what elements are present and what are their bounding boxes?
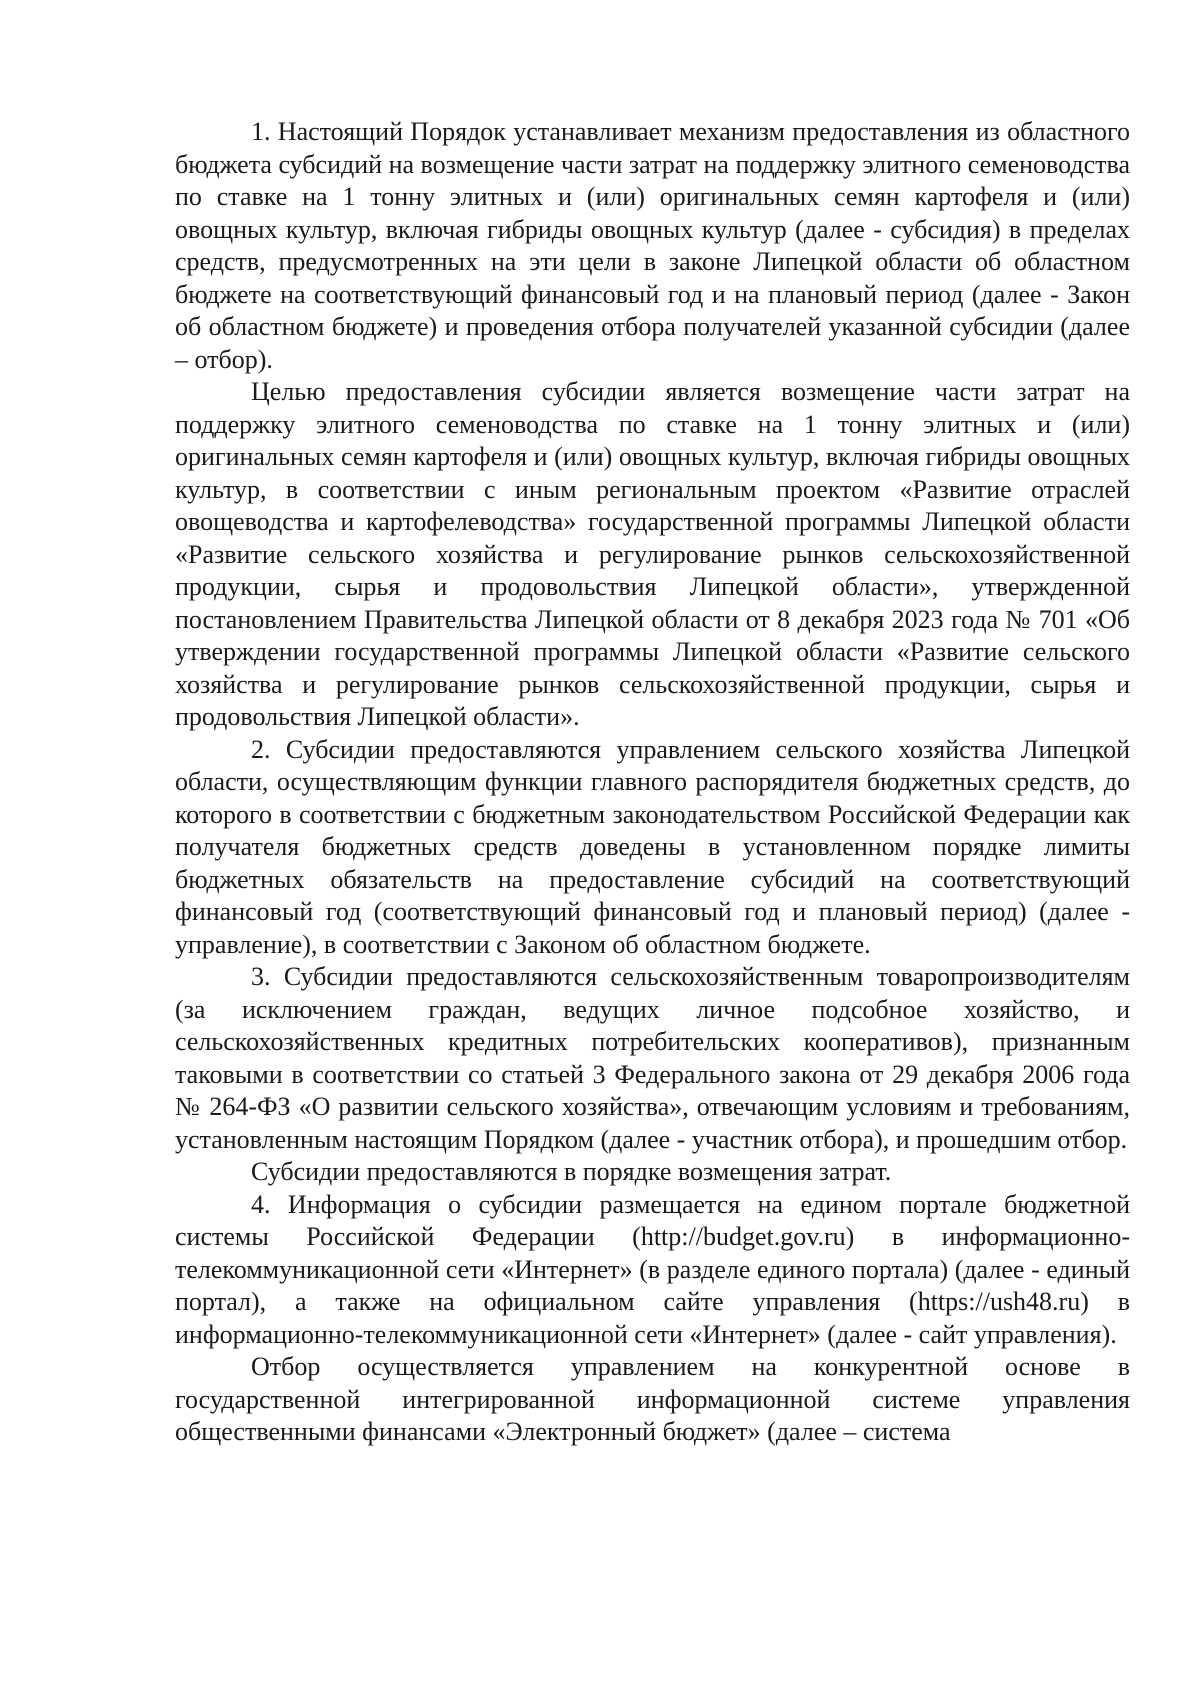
paragraph-3-recipients: 3. Субсидии предоставляются сельскохозяйственным товаропроизводителям (за исключением граждан, ведущих личное подсобное хозяйство, и сельскохозяйственных кредитных потребительских кооперативов), признанным таковыми в соответствии со статьей 3 Федерального закона от 29 декабря 2006 года № 264-ФЗ «О развитии сельского хозяйства», отвечающим условиям и требованиям, установленным настоящим Порядком (далее - участник отбора), и прошедшим отбор. <box>175 962 1130 1154</box>
document-body <box>175 116 1130 1449</box>
paragraph-1-purpose: 1. Настоящий Порядок устанавливает механизм предоставления из областного бюджета субсидий на возмещение части затрат на поддержку элитного семеноводства по ставке на 1 тонну элитных и (или) оригинальных семян картофеля и (или) овощных культур, включая гибриды овощных культур (далее - субсидия) в пределах средств, предусмотренных на эти цели в законе Липецкой области об областном бюджете на соответствующий финансовый год и на плановый период (далее - Закон об областном бюджете) и проведения отбора получателей указанной субсидии (далее – отбор). <box>175 117 1130 374</box>
paragraph-reimbursement: Субсидии предоставляются в порядке возмещения затрат. <box>251 1157 892 1186</box>
paragraph-selection: Отбор осуществляется управлением на конкурентной основе в государственной интегрированной информационной системе управления общественными финансами «Электронный бюджет» (далее – система <box>175 1352 1130 1446</box>
paragraph-4-information: 4. Информация о субсидии размещается на едином портале бюджетной системы Российской Федерации (http://budget.gov.ru) в информационно-телекоммуникационной сети «Интернет» (в разделе единого портала) (далее - единый портал), а также на официальном сайте управления (https://ush48.ru) в информационно-телекоммуникационной сети «Интернет» (далее - сайт управления). <box>175 1189 1130 1349</box>
paragraph-2-provider: 2. Субсидии предоставляются управлением сельского хозяйства Липецкой области, осуществляющим функции главного распорядителя бюджетных средств, до которого в соответствии с бюджетным законодательством Российской Федерации как получателя бюджетных средств доведены в установленном порядке лимиты бюджетных обязательств на предоставление субсидий на соответствующий финансовый год (соответствующий финансовый год и плановый период) (далее - управление), в соответствии с Законом об областном бюджете. <box>175 734 1130 959</box>
paragraph-subsidy-goal: Целью предоставления субсидии является возмещение части затрат на поддержку элитного семеноводства по ставке на 1 тонну элитных и (или) оригинальных семян картофеля и (или) овощных культур, включая гибриды овощных культур, в соответствии с иным региональным проектом «Развитие отраслей овощеводства и картофелеводства» государственной программы Липецкой области «Развитие сельского хозяйства и регулирование рынков сельскохозяйственной продукции, сырья и продовольствия Липецкой области», утвержденной постановлением Правительства Липецкой области от 8 декабря 2023 года № 701 «Об утверждении государственной программы Липецкой области «Развитие сельского хозяйства и регулирование рынков сельскохозяйственной продукции, сырья и продовольствия Липецкой области». <box>175 377 1130 731</box>
